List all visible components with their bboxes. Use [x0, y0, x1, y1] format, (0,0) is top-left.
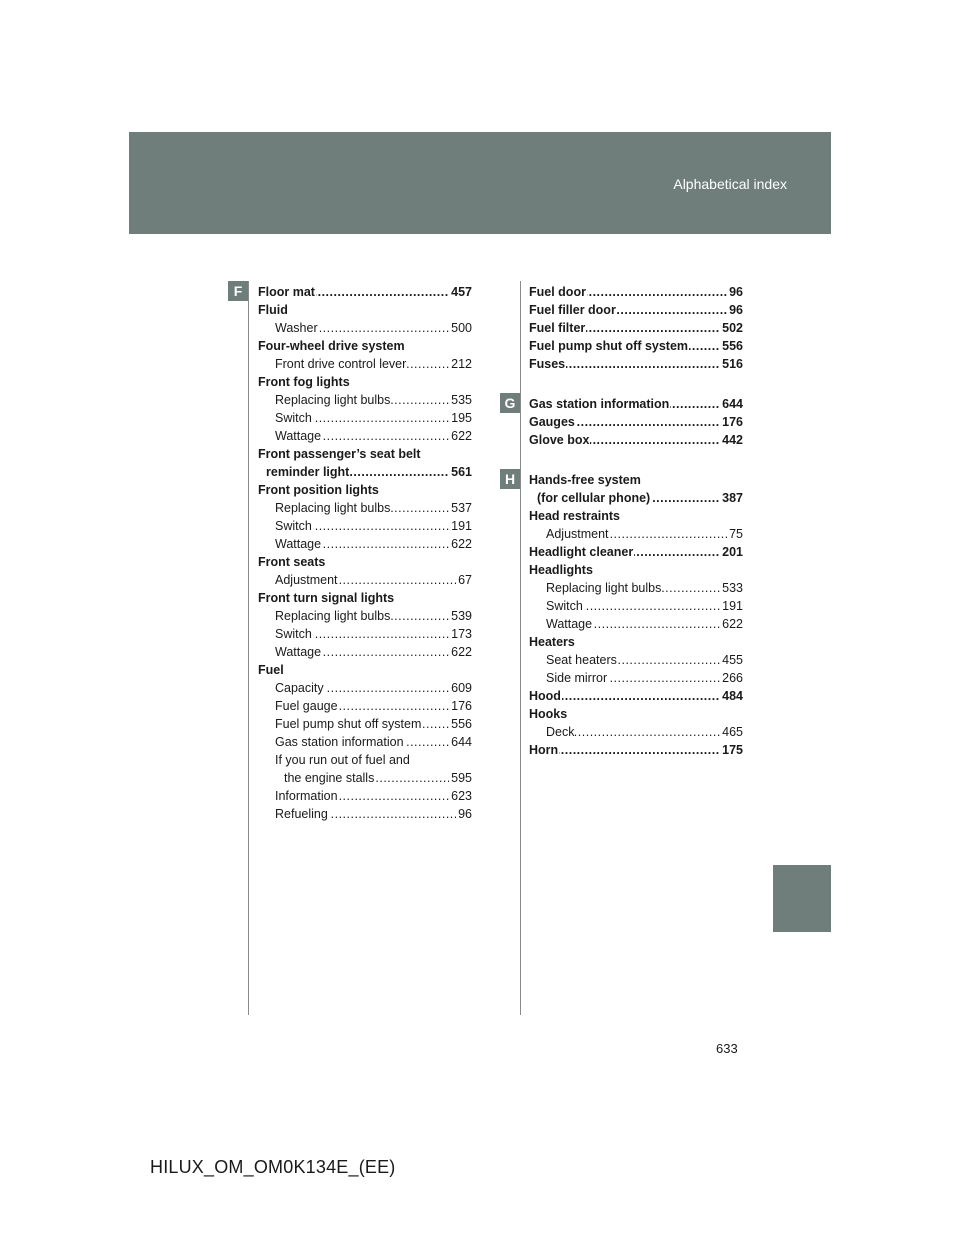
index-entry-label: Glove box: [529, 433, 590, 447]
index-entry: [258, 283, 472, 301]
index-entry: [258, 337, 472, 355]
index-entry: [258, 733, 472, 751]
index-entry-page: 556: [722, 339, 743, 353]
index-entry-label: Head restraints: [529, 509, 621, 523]
index-entry-label: Information: [275, 789, 338, 803]
index-entry-label: Replacing light bulbs: [275, 393, 391, 407]
index-entry-page: 484: [722, 689, 743, 703]
index-entry-page: 96: [729, 285, 743, 299]
index-entry: [529, 337, 743, 355]
index-entry-label: Heaters: [529, 635, 575, 649]
index-entry: [529, 319, 743, 337]
index-entry-label: Switch: [275, 627, 312, 641]
index-entry: [258, 571, 472, 589]
index-entry: [258, 553, 472, 571]
index-entry: [258, 697, 472, 715]
left-column-divider: [248, 281, 249, 1015]
index-entry-label: Fuel filler door: [529, 303, 616, 317]
index-entry-page: 561: [451, 465, 472, 479]
leader-dots: [529, 741, 743, 759]
index-entry-page: 533: [722, 581, 743, 595]
index-entry-label: Adjustment: [275, 573, 338, 587]
index-entry: [529, 413, 743, 431]
index-entry-label: Seat heaters: [546, 653, 617, 667]
index-entry: [258, 517, 472, 535]
index-entry: [258, 679, 472, 697]
section-letter-h: H: [500, 469, 520, 489]
index-entry: [529, 669, 743, 687]
index-entry: [258, 643, 472, 661]
right-column-divider: [520, 281, 521, 1015]
index-entry-label: the engine stalls: [284, 771, 375, 785]
index-entry: [258, 607, 472, 625]
index-entry: [529, 507, 743, 525]
index-entry: [258, 661, 472, 679]
index-entry: [529, 489, 743, 507]
index-entry: [258, 355, 472, 373]
index-entry-label: Gas station information: [529, 397, 670, 411]
index-entry: [258, 463, 472, 481]
index-entry-page: 67: [458, 573, 472, 587]
document-code: HILUX_OM_OM0K134E_(EE): [150, 1157, 396, 1177]
index-entry-label: reminder light: [266, 465, 350, 479]
index-entry-page: 556: [451, 717, 472, 731]
index-entry-page: 176: [451, 699, 472, 713]
index-entry-label: Floor mat: [258, 285, 315, 299]
index-entry-page: 516: [722, 357, 743, 371]
index-entry: [529, 301, 743, 319]
index-column-right-f: [529, 283, 743, 373]
index-entry-label: Switch: [275, 519, 312, 533]
index-entry: [258, 445, 472, 463]
index-entry-label: Fuel door: [529, 285, 586, 299]
index-entry-page: 502: [722, 321, 743, 335]
index-entry: [258, 427, 472, 445]
index-entry: [258, 499, 472, 517]
index-entry-page: 644: [451, 735, 472, 749]
index-entry: [529, 723, 743, 741]
index-entry-page: 191: [451, 519, 472, 533]
index-entry-label: Fuel pump shut off system: [275, 717, 422, 731]
index-entry-page: 176: [722, 415, 743, 429]
index-entry: [529, 543, 743, 561]
index-entry: [529, 283, 743, 301]
index-entry-label: Hood: [529, 689, 561, 703]
index-entry: [529, 395, 743, 413]
index-entry-label: If you run out of fuel and: [275, 753, 410, 767]
index-entry: [258, 391, 472, 409]
index-entry-label: Front seats: [258, 555, 326, 569]
index-entry-label: Fuel filter: [529, 321, 586, 335]
index-entry-page: 201: [722, 545, 743, 559]
index-entry-label: Fluid: [258, 303, 288, 317]
index-entry: [258, 373, 472, 391]
section-letter-f: F: [228, 281, 248, 301]
index-entry-label: Capacity: [275, 681, 324, 695]
index-entry: [529, 561, 743, 579]
index-entry-label: Front position lights: [258, 483, 379, 497]
index-entry-label: Front passenger’s seat belt: [258, 447, 421, 461]
index-entry-page: 191: [722, 599, 743, 613]
index-entry-label: Refueling: [275, 807, 328, 821]
index-entry-page: 535: [451, 393, 472, 407]
index-entry: [258, 535, 472, 553]
index-entry: [529, 705, 743, 723]
index-entry: [529, 687, 743, 705]
index-entry-page: 622: [722, 617, 743, 631]
index-entry-page: 623: [451, 789, 472, 803]
index-entry: [258, 589, 472, 607]
index-entry-page: 387: [722, 491, 743, 505]
index-entry-page: 455: [722, 653, 743, 667]
index-entry-page: 537: [451, 501, 472, 515]
index-entry-label: Replacing light bulbs: [546, 581, 662, 595]
index-entry-label: Switch: [275, 411, 312, 425]
section-letter-g: G: [500, 393, 520, 413]
index-entry-label: Wattage: [275, 429, 322, 443]
index-entry-label: Wattage: [546, 617, 593, 631]
index-entry-page: 609: [451, 681, 472, 695]
index-entry: [258, 481, 472, 499]
index-entry-page: 465: [722, 725, 743, 739]
index-entry-page: 595: [451, 771, 472, 785]
index-entry: [529, 615, 743, 633]
index-entry: [529, 651, 743, 669]
index-entry-label: Gauges: [529, 415, 575, 429]
index-entry-page: 96: [729, 303, 743, 317]
leader-dots: [546, 723, 743, 741]
index-entry-label: Wattage: [275, 645, 322, 659]
index-entry-label: Fuel gauge: [275, 699, 338, 713]
index-column-right-h: [529, 471, 743, 759]
index-entry-label: Replacing light bulbs: [275, 501, 391, 515]
index-entry-page: 266: [722, 671, 743, 685]
chapter-side-tab: [773, 865, 831, 932]
index-entry: [258, 319, 472, 337]
index-entry: [529, 471, 743, 489]
index-entry-page: 500: [451, 321, 472, 335]
index-entry-label: Switch: [546, 599, 583, 613]
index-entry-label: Headlights: [529, 563, 593, 577]
index-entry: [529, 525, 743, 543]
index-entry-page: 212: [451, 357, 472, 371]
index-entry-page: 442: [722, 433, 743, 447]
index-entry-page: 622: [451, 537, 472, 551]
index-entry-page: 622: [451, 645, 472, 659]
index-entry-label: Fuel pump shut off system: [529, 339, 689, 353]
index-entry-label: Adjustment: [546, 527, 609, 541]
index-entry: [258, 751, 472, 769]
index-entry-page: 195: [451, 411, 472, 425]
index-entry: [258, 769, 472, 787]
index-entry-page: 173: [451, 627, 472, 641]
index-entry-label: Hands-free system: [529, 473, 641, 487]
index-entry-label: Front fog lights: [258, 375, 350, 389]
index-entry: [529, 355, 743, 373]
index-entry-label: Replacing light bulbs: [275, 609, 391, 623]
index-entry-label: Fuel: [258, 663, 284, 677]
index-entry-page: 175: [722, 743, 743, 757]
index-entry: [529, 579, 743, 597]
index-entry: [258, 805, 472, 823]
index-entry-label: Fuses: [529, 357, 566, 371]
index-entry: [529, 431, 743, 449]
index-entry-page: 457: [451, 285, 472, 299]
index-entry-label: Four-wheel drive system: [258, 339, 405, 353]
index-entry-label: Washer: [275, 321, 318, 335]
index-entry-page: 622: [451, 429, 472, 443]
index-entry: [258, 715, 472, 733]
index-entry: [258, 625, 472, 643]
index-entry-label: Headlight cleaner: [529, 545, 634, 559]
index-entry: [529, 741, 743, 759]
index-entry-page: 539: [451, 609, 472, 623]
index-entry-page: 96: [458, 807, 472, 821]
index-entry-label: Horn: [529, 743, 559, 757]
index-entry: [258, 787, 472, 805]
index-column-left: [258, 283, 472, 823]
index-entry-page: 644: [722, 397, 743, 411]
index-entry-page: 75: [729, 527, 743, 541]
index-entry-label: Wattage: [275, 537, 322, 551]
index-entry-label: Front drive control lever: [275, 357, 407, 371]
section-title: Alphabetical index: [673, 176, 787, 192]
index-column-right-g: [529, 395, 743, 449]
index-entry: [258, 409, 472, 427]
index-entry-label: Deck: [546, 725, 575, 739]
index-entry-label: Front turn signal lights: [258, 591, 395, 605]
index-entry-label: Side mirror: [546, 671, 608, 685]
header-band: [129, 132, 831, 234]
index-entry: [529, 597, 743, 615]
page-number: 633: [716, 1041, 738, 1056]
index-entry: [529, 633, 743, 651]
index-entry-label: Gas station information: [275, 735, 404, 749]
index-entry-label: Hooks: [529, 707, 568, 721]
index-entry-label: (for cellular phone): [537, 491, 651, 505]
index-entry: [258, 301, 472, 319]
